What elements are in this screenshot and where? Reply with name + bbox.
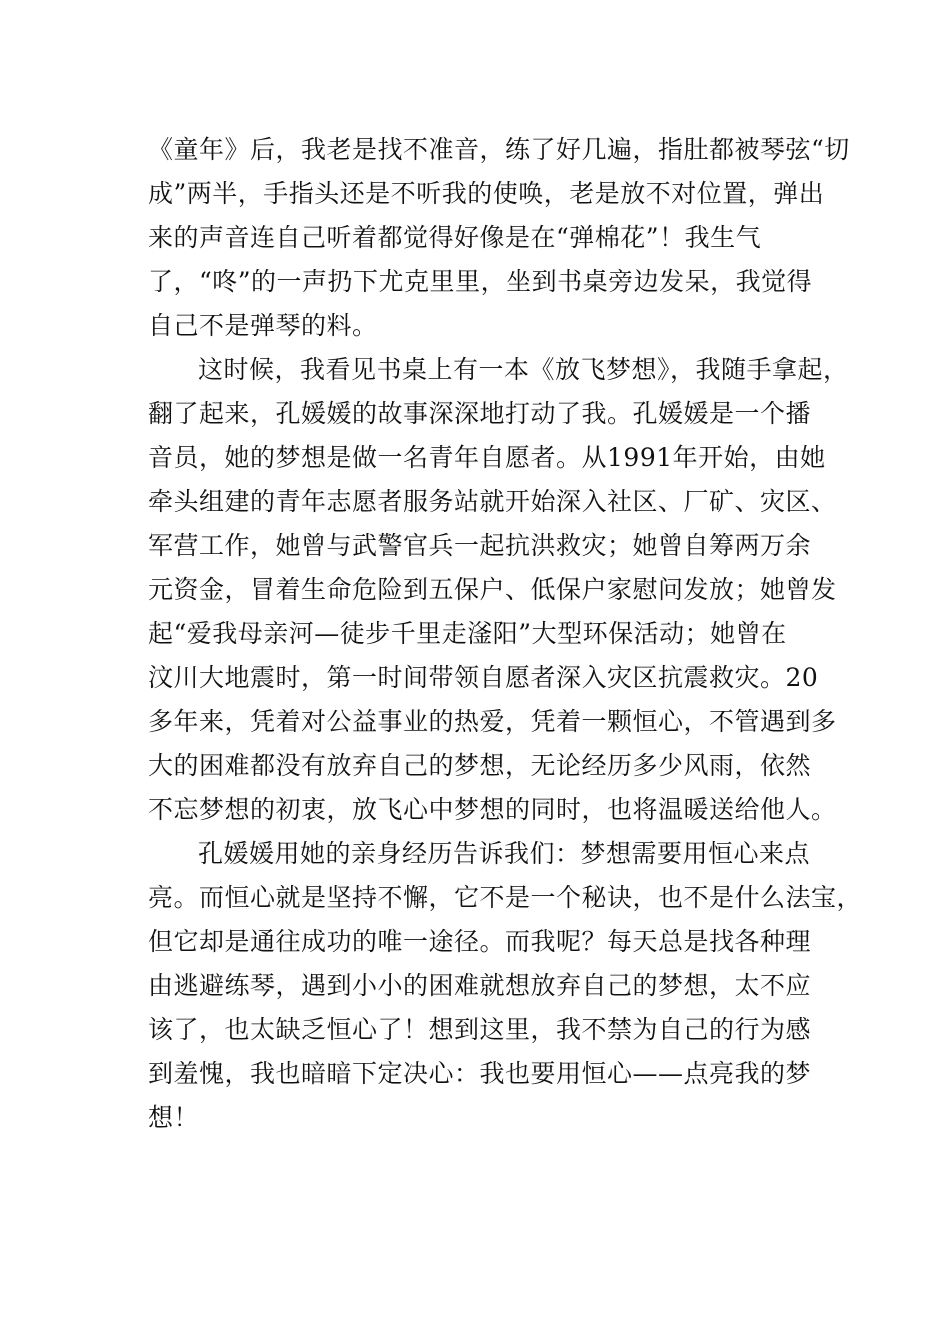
paragraph-line: 自己不是弹琴的料。 xyxy=(148,311,378,340)
paragraph-line: 想！ xyxy=(148,1103,200,1132)
paragraph-line: 由逃避练琴，遇到小小的困难就想放弃自己的梦想，太不应 xyxy=(148,971,812,1000)
document-body xyxy=(148,128,863,1140)
paragraph-line: 大的困难都没有放弃自己的梦想，无论经历多少风雨，依然 xyxy=(148,751,812,780)
paragraph-line: 音员，她的梦想是做一名青年自愿者。从1991年开始，由她 xyxy=(148,443,826,472)
paragraph-line: 汶川大地震时，第一时间带领自愿者深入灾区抗震救灾。20 xyxy=(148,663,819,692)
paragraph-1 xyxy=(148,128,850,348)
paragraph-line: 牵头组建的青年志愿者服务站就开始深入社区、厂矿、灾区、 xyxy=(148,487,837,516)
paragraph-line: 孔媛媛用她的亲身经历告诉我们：梦想需要用恒心来点 xyxy=(198,839,811,868)
paragraph-3 xyxy=(148,832,863,1140)
paragraph-line: 成”两半，手指头还是不听我的使唤，老是放不对位置，弹出 xyxy=(148,179,825,208)
paragraph-line: 起“爱我母亲河—徒步千里走滏阳”大型环保活动；她曾在 xyxy=(148,619,787,648)
paragraph-line: 来的声音连自己听着都觉得好像是在“弹棉花”！我生气 xyxy=(148,223,762,252)
paragraph-2 xyxy=(148,348,849,832)
paragraph-line: 亮。而恒心就是坚持不懈，它不是一个秘诀，也不是什么法宝， xyxy=(148,883,863,912)
paragraph-line: 到羞愧，我也暗暗下定决心：我也要用恒心——点亮我的梦 xyxy=(148,1059,812,1088)
paragraph-line: 元资金，冒着生命危险到五保户、低保户家慰问发放；她曾发 xyxy=(148,575,837,604)
paragraph-line: 这时候，我看见书桌上有一本《放飞梦想》，我随手拿起， xyxy=(198,355,849,384)
paragraph-line: 不忘梦想的初衷，放飞心中梦想的同时，也将温暖送给他人。 xyxy=(148,795,837,824)
paragraph-line: 多年来，凭着对公益事业的热爱，凭着一颗恒心，不管遇到多 xyxy=(148,707,837,736)
paragraph-line: 了，“咚”的一声扔下尤克里里，坐到书桌旁边发呆，我觉得 xyxy=(148,267,813,296)
paragraph-line: 军营工作，她曾与武警官兵一起抗洪救灾；她曾自筹两万余 xyxy=(148,531,812,560)
paragraph-line: 但它却是通往成功的唯一途径。而我呢？每天总是找各种理 xyxy=(148,927,812,956)
paragraph-line: 翻了起来，孔媛媛的故事深深地打动了我。孔媛媛是一个播 xyxy=(148,399,812,428)
paragraph-line: 该了，也太缺乏恒心了！想到这里，我不禁为自己的行为感 xyxy=(148,1015,812,1044)
paragraph-line: 《童年》后，我老是找不准音，练了好几遍，指肚都被琴弦“切 xyxy=(148,135,850,164)
